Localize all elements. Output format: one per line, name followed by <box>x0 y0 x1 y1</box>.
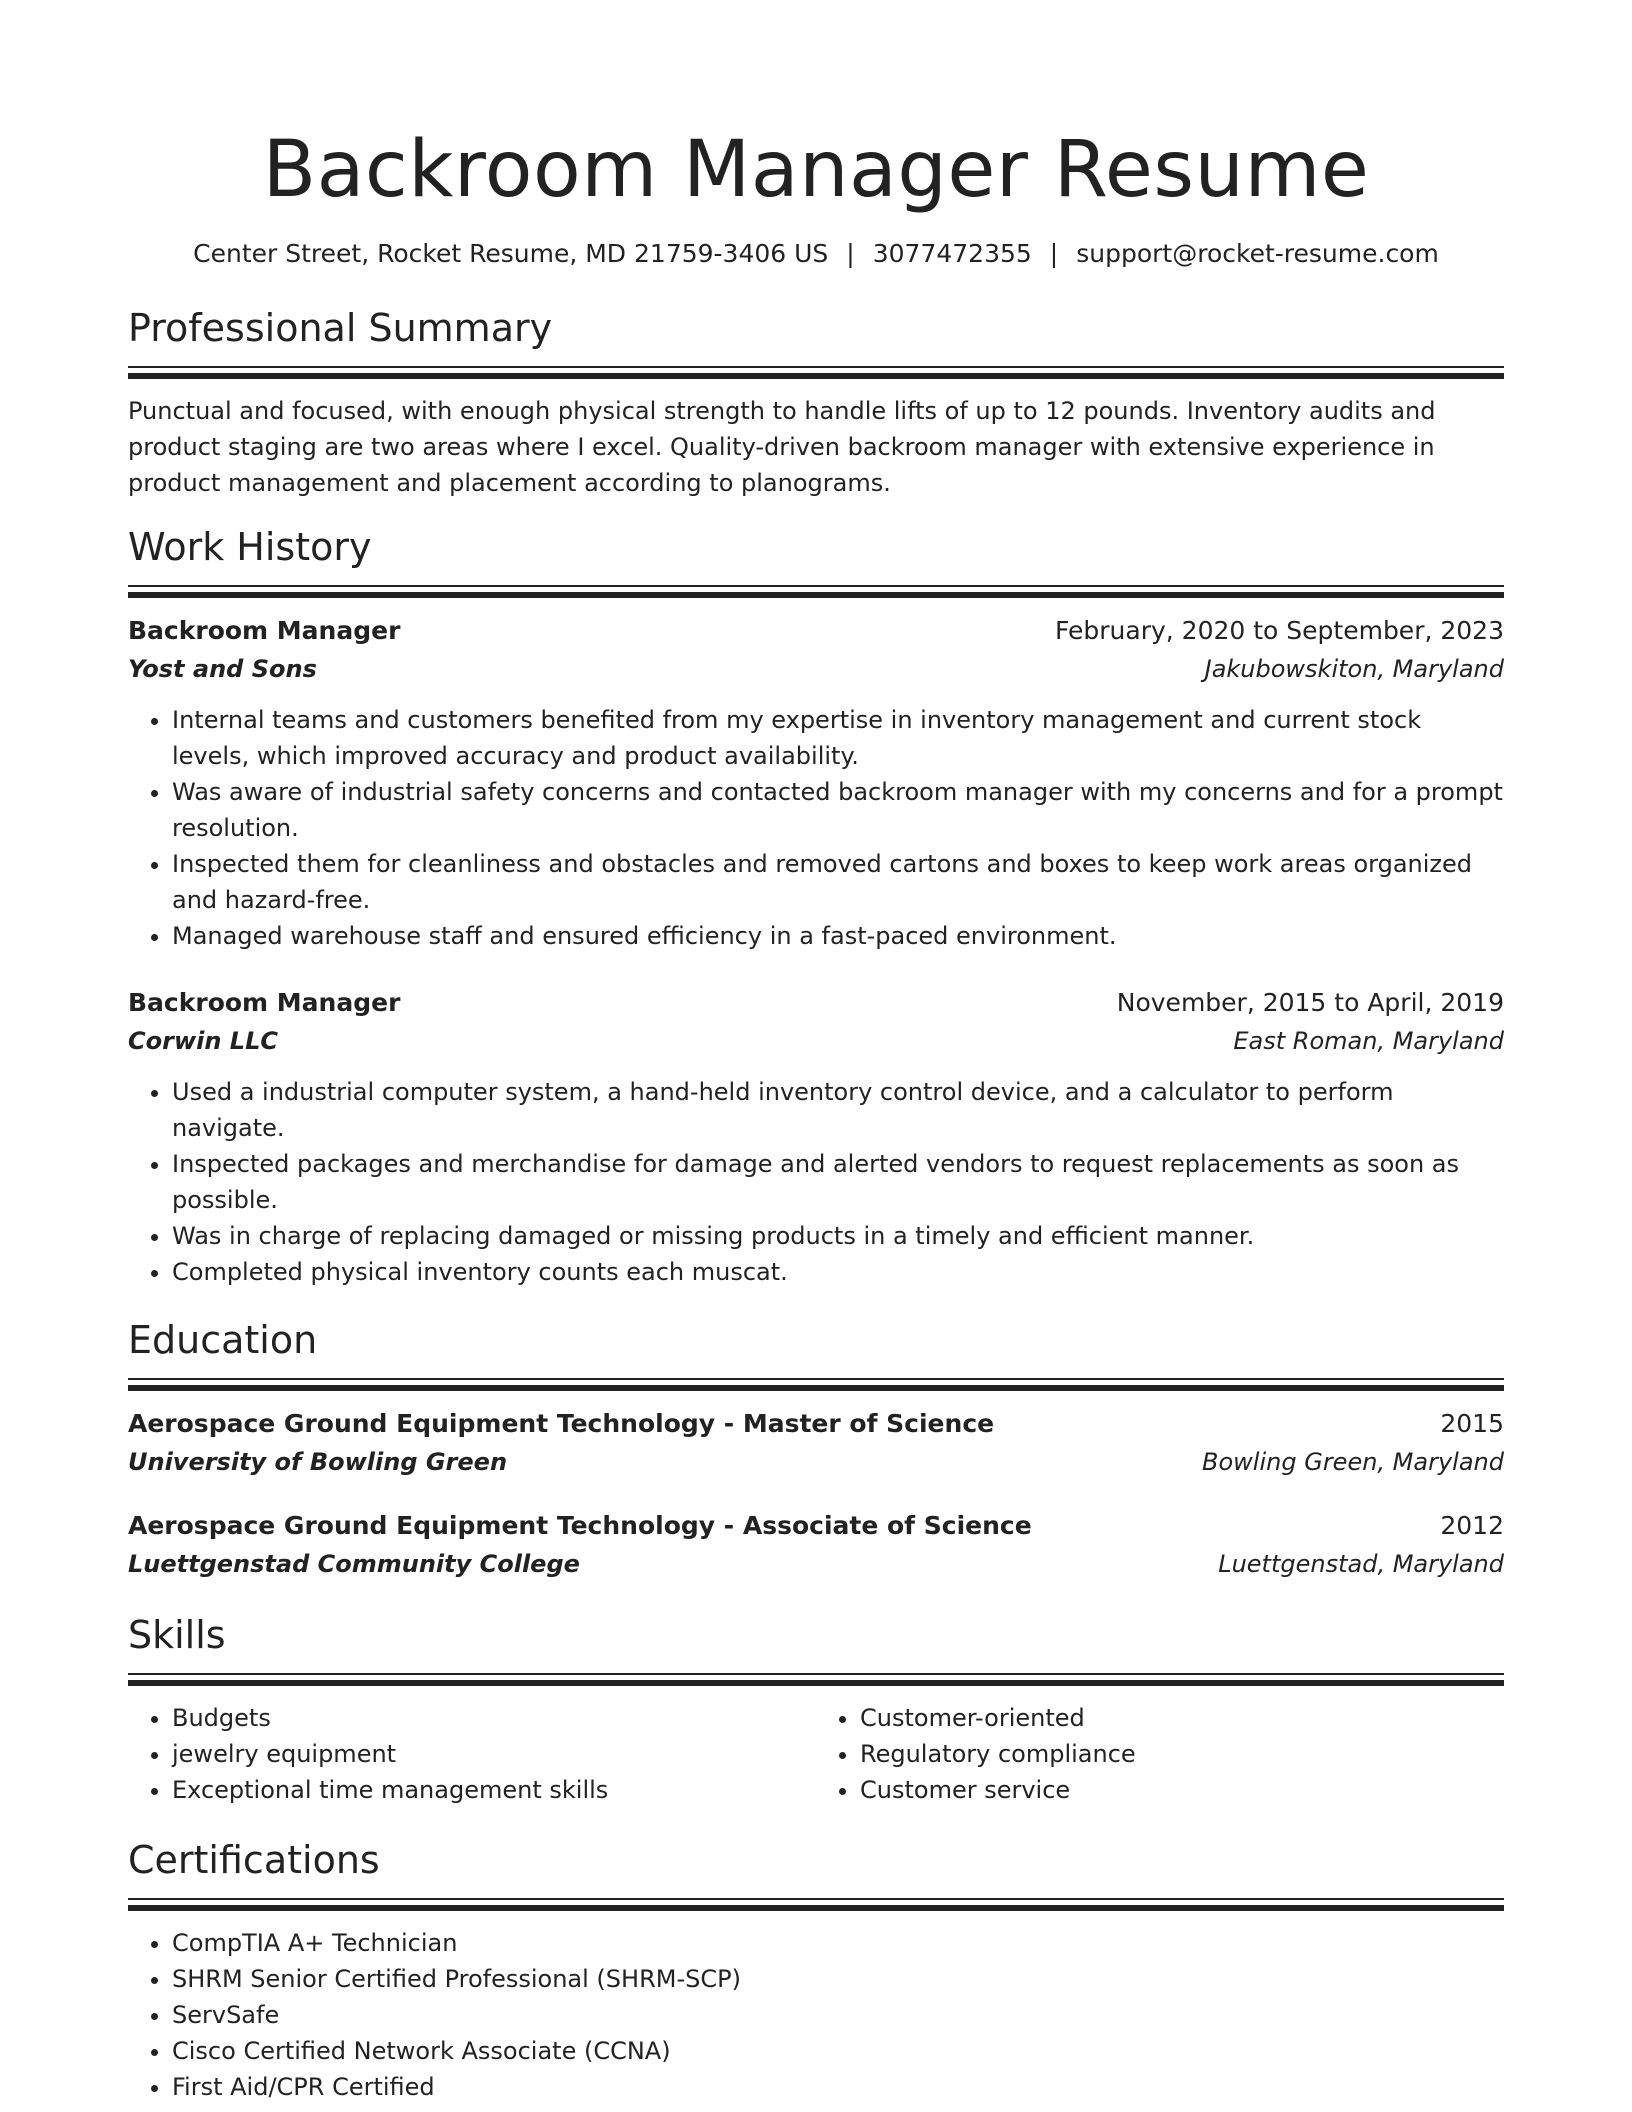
skill-item: • Regulatory compliance <box>860 1736 1504 1772</box>
section-heading-education: Education <box>128 1318 318 1362</box>
education-entry <box>128 1507 1504 1583</box>
certification-item: • CompTIA A+ Technician <box>172 1925 1504 1961</box>
section-divider <box>128 1673 1504 1686</box>
list-item: • Inspected them for cleanliness and obstacles and removed cartons and boxes to keep work areas organized and hazard-free. <box>172 846 1504 918</box>
contact-address: Center Street, Rocket Resume, MD 21759-3406 US <box>193 239 829 268</box>
list-item: • Was aware of industrial safety concerns and contacted backroom manager with my concerns and for a prompt resolution. <box>172 774 1504 846</box>
contact-email[interactable]: support@rocket-resume.com <box>1076 239 1439 268</box>
work-history-section <box>128 521 1504 1290</box>
list-item: • Inspected packages and merchandise for damage and alerted vendors to request replacements as soon as possible. <box>172 1146 1504 1218</box>
education-degree: Aerospace Ground Equipment Technology - Associate of Science <box>128 1511 1032 1540</box>
certifications-section <box>128 1834 1504 2105</box>
job-entry <box>128 612 1504 954</box>
list-item: • Completed physical inventory counts each muscat. <box>172 1254 1504 1290</box>
job-dates: February, 2020 to September, 2023 <box>1055 616 1504 645</box>
education-year: 2015 <box>1440 1409 1504 1438</box>
list-item: • Managed warehouse staff and ensured efficiency in a fast-paced environment. <box>172 918 1504 954</box>
section-divider <box>128 366 1504 379</box>
list-item: • Internal teams and customers benefited from my expertise in inventory management and current stock levels, which improved accuracy and product availability. <box>172 702 1504 774</box>
section-heading-summary: Professional Summary <box>128 306 553 350</box>
skills-list-right <box>816 1700 1504 1808</box>
certification-item: • SHRM Senior Certified Professional (SHRM-SCP) <box>172 1961 1504 1997</box>
list-item: • Was in charge of replacing damaged or missing products in a timely and efficient manner. <box>172 1218 1504 1254</box>
education-entry <box>128 1405 1504 1481</box>
contact-separator: | <box>846 239 855 268</box>
education-year: 2012 <box>1440 1511 1504 1540</box>
job-title: Backroom Manager <box>128 616 401 645</box>
section-heading-work-history: Work History <box>128 525 372 569</box>
skills-section <box>128 1609 1504 1808</box>
summary-section <box>128 302 1504 501</box>
job-entry <box>128 984 1504 1290</box>
summary-text: Punctual and focused, with enough physical strength to handle lifts of up to 12 pounds. Inventory audits and product staging are two areas where I excel. Quality-driven backroom manager with extensive experience in product management and placement according to planograms. <box>128 397 1436 497</box>
skill-item: • Customer service <box>860 1772 1504 1808</box>
section-divider <box>128 1378 1504 1391</box>
job-dates: November, 2015 to April, 2019 <box>1116 988 1504 1017</box>
certification-item: • First Aid/CPR Certified <box>172 2069 1504 2105</box>
education-location: Bowling Green, Maryland <box>1202 1448 1504 1476</box>
education-section <box>128 1314 1504 1583</box>
job-company: Corwin LLC <box>128 1027 278 1055</box>
job-location: Jakubowskiton, Maryland <box>1204 655 1504 683</box>
job-title: Backroom Manager <box>128 988 401 1017</box>
education-school: Luettgenstad Community College <box>128 1550 580 1578</box>
education-school: University of Bowling Green <box>128 1448 508 1476</box>
education-location: Luettgenstad, Maryland <box>1218 1550 1504 1578</box>
section-divider <box>128 1898 1504 1911</box>
contact-line <box>128 236 1504 272</box>
skill-item: • Exceptional time management skills <box>172 1772 816 1808</box>
job-duties-list <box>128 702 1504 954</box>
skill-item: • jewelry equipment <box>172 1736 816 1772</box>
certification-item: • Cisco Certified Network Associate (CCNA) <box>172 2033 1504 2069</box>
list-item: • Used a industrial computer system, a hand-held inventory control device, and a calculator to perform navigate. <box>172 1074 1504 1146</box>
job-location: East Roman, Maryland <box>1233 1027 1504 1055</box>
skills-grid <box>128 1700 1504 1808</box>
certification-item: • ServSafe <box>172 1997 1504 2033</box>
resume-title: Backroom Manager Resume <box>262 125 1370 215</box>
skills-list-left <box>128 1700 816 1808</box>
contact-separator: | <box>1049 239 1059 268</box>
job-company: Yost and Sons <box>128 655 317 683</box>
certifications-list <box>128 1925 1504 2105</box>
section-heading-certifications: Certifications <box>128 1838 380 1882</box>
job-duties-list <box>128 1074 1504 1290</box>
skill-item: • Customer-oriented <box>860 1700 1504 1736</box>
skill-item: • Budgets <box>172 1700 816 1736</box>
section-heading-skills: Skills <box>128 1613 226 1657</box>
contact-phone: 3077472355 <box>872 239 1032 268</box>
education-degree: Aerospace Ground Equipment Technology - Master of Science <box>128 1409 995 1438</box>
section-divider <box>128 585 1504 598</box>
